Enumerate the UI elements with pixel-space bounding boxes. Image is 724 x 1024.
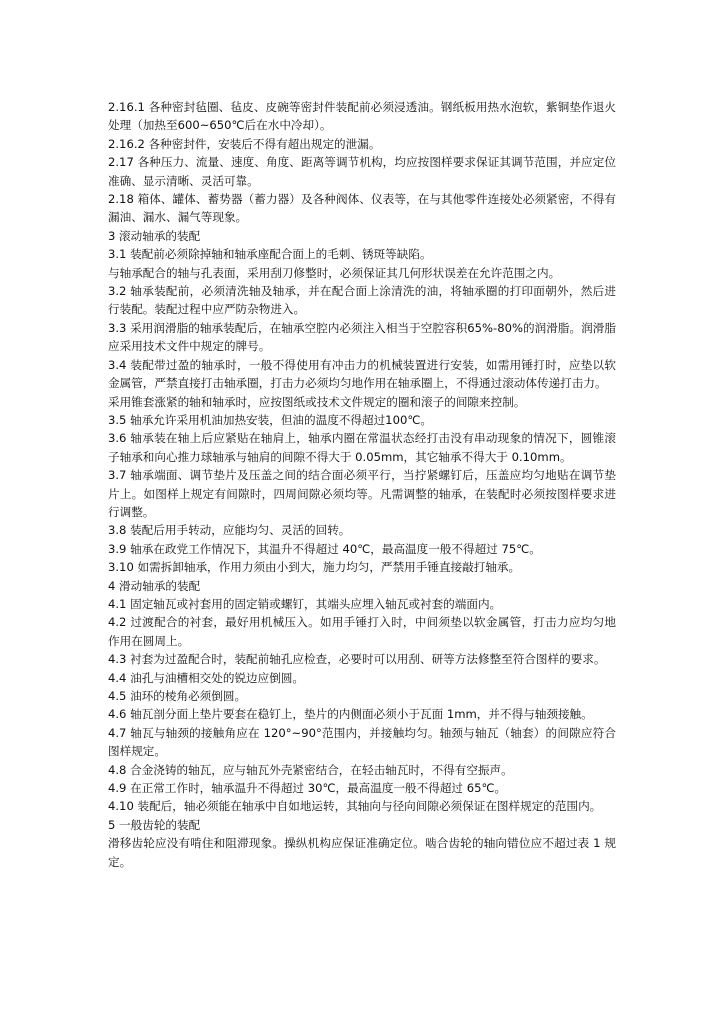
paragraph-4-9: 4.9 在正常工作时，轴承温升不得超过 30℃，最高温度一般不得超过 65℃。 bbox=[108, 781, 507, 796]
paragraph-3-3: 3.3 采用润滑脂的轴承装配后，在轴承空腔内必须注入相当于空腔容积65%-80%的润滑脂。润滑脂应采用技术文件中规定的牌号。 bbox=[108, 320, 616, 354]
paragraph-2-16-2: 2.16.2 各种密封件，安装后不得有超出规定的泄漏。 bbox=[108, 136, 381, 151]
paragraph-4-6: 4.6 轴瓦剖分面上垫片要套在稳钉上，垫片的内侧面必须小于瓦面 1mm，并不得与轴颈接触。 bbox=[108, 707, 593, 722]
paragraph-3-1-note: 与轴承配合的轴与孔表面，采用刮刀修整时，必须保证其几何形状误差在允许范围之内。 bbox=[108, 265, 561, 280]
section-heading-3: 3 滚动轴承的装配 bbox=[108, 228, 201, 243]
section-heading-4: 4 滑动轴承的装配 bbox=[108, 578, 201, 593]
paragraph-2-18: 2.18 箱体、罐体、蓄势器（蓄力器）及各种阀体、仪表等，在与其他零件连接处必须紧密，不得有漏油、漏水、漏气等现象。 bbox=[108, 192, 616, 225]
document-body bbox=[108, 98, 616, 871]
paragraph-3-4-note: 采用锥套涨紧的轴和轴承时，应按图纸或技术文件规定的圈和滚子的间隙来控制。 bbox=[108, 394, 526, 409]
paragraph-3-9: 3.9 轴承在政党工作情况下，其温升不得超过 40℃，最高温度一般不得超过 75℃。 bbox=[108, 541, 541, 556]
paragraph-4-1: 4.1 固定轴瓦或衬套用的固定销或螺钉，其端头应埋入轴瓦或衬套的端面内。 bbox=[108, 596, 502, 611]
paragraph-4-4: 4.4 油孔与油槽相交处的锐边应倒圆。 bbox=[108, 670, 305, 685]
paragraph-2-16-1: 2.16.1 各种密封毡圈、毡皮、皮碗等密封件装配前必须浸透油。钢纸板用热水泡软，紫铜垫作退火处理（加热至600~650℃后在水中冷却）。 bbox=[108, 100, 616, 133]
paragraph-4-8: 4.8 合金浇铸的轴瓦，应与轴瓦外壳紧密结合，在轻击轴瓦时，不得有空振声。 bbox=[108, 762, 513, 777]
paragraph-3-6: 3.6 轴承装在轴上后应紧贴在轴肩上，轴承内圈在常温状态经打击没有串动现象的情况下，圆锥滚子轴承和向心推力球轴承与轴肩的间隙不得大于 0.05mm，其它轴承不得大于 0.10mm。 bbox=[108, 431, 616, 464]
paragraph-4-10: 4.10 装配后，轴必须能在轴承中自如地运转，其轴向与径向间隙必须保证在图样规定的范围内。 bbox=[108, 799, 602, 814]
paragraph-3-8: 3.8 装配后用手转动，应能均匀、灵活的回转。 bbox=[108, 523, 351, 538]
paragraph-4-2: 4.2 过渡配合的衬套，最好用机械压入。如用手锤打入时，中间须垫以软金属管，打击力应均匀地作用在圆周上。 bbox=[108, 615, 616, 648]
section-heading-5: 5 一般齿轮的装配 bbox=[108, 817, 201, 832]
paragraph-5-body: 滑移齿轮应没有啃住和阻滞现象。操纵机构应保证准确定位。啮合齿轮的轴向错位应不超过表 1 规定。 bbox=[108, 836, 616, 869]
paragraph-3-7: 3.7 轴承端面、调节垫片及压盖之间的结合面必须平行，当拧紧螺钉后，压盖应均匀地贴在调节垫片上。如图样上规定有间隙时，四周间隙必须均等。凡需调整的轴承，在装配时必须按图样要求进行调整。 bbox=[108, 468, 616, 519]
paragraph-3-5: 3.5 轴承允许采用机油加热安装，但油的温度不得超过100℃。 bbox=[108, 412, 432, 427]
paragraph-3-10: 3.10 如需拆卸轴承，作用力须由小到大，施力均匀，严禁用手锤直接敲打轴承。 bbox=[108, 560, 521, 575]
paragraph-4-3: 4.3 衬套为过盈配合时，装配前轴孔应检查，必要时可以用刮、研等方法修整至符合图样的要求。 bbox=[108, 652, 606, 667]
paragraph-2-17: 2.17 各种压力、流量、速度、角度、距离等调节机构，均应按图样要求保证其调节范围，并应定位准确、显示清晰、灵活可靠。 bbox=[108, 155, 616, 188]
paragraph-4-7: 4.7 轴瓦与轴颈的接触角应在 120°~90°范围内，并接触均匀。轴颈与轴瓦（轴套）的间隙应符合图样规定。 bbox=[108, 725, 616, 759]
paragraph-3-2: 3.2 轴承装配前，必须清洗轴及轴承，并在配合面上涂清洗的油，将轴承圈的打印面朝外，然后进行装配。装配过程中应严防杂物进入。 bbox=[108, 284, 616, 317]
paragraph-3-4: 3.4 装配带过盈的轴承时，一般不得使用有冲击力的机械装置进行安装，如需用锤打时，应垫以软金属管，严禁直接打击轴承圈，打击力必须均匀地作用在轴承圈上，不得通过滚动体传递打击力。 bbox=[108, 357, 616, 391]
paragraph-4-5: 4.5 油环的棱角必须倒圆。 bbox=[108, 689, 247, 703]
paragraph-3-1: 3.1 装配前必须除掉轴和轴承座配合面上的毛刺、锈斑等缺陷。 bbox=[108, 247, 432, 262]
